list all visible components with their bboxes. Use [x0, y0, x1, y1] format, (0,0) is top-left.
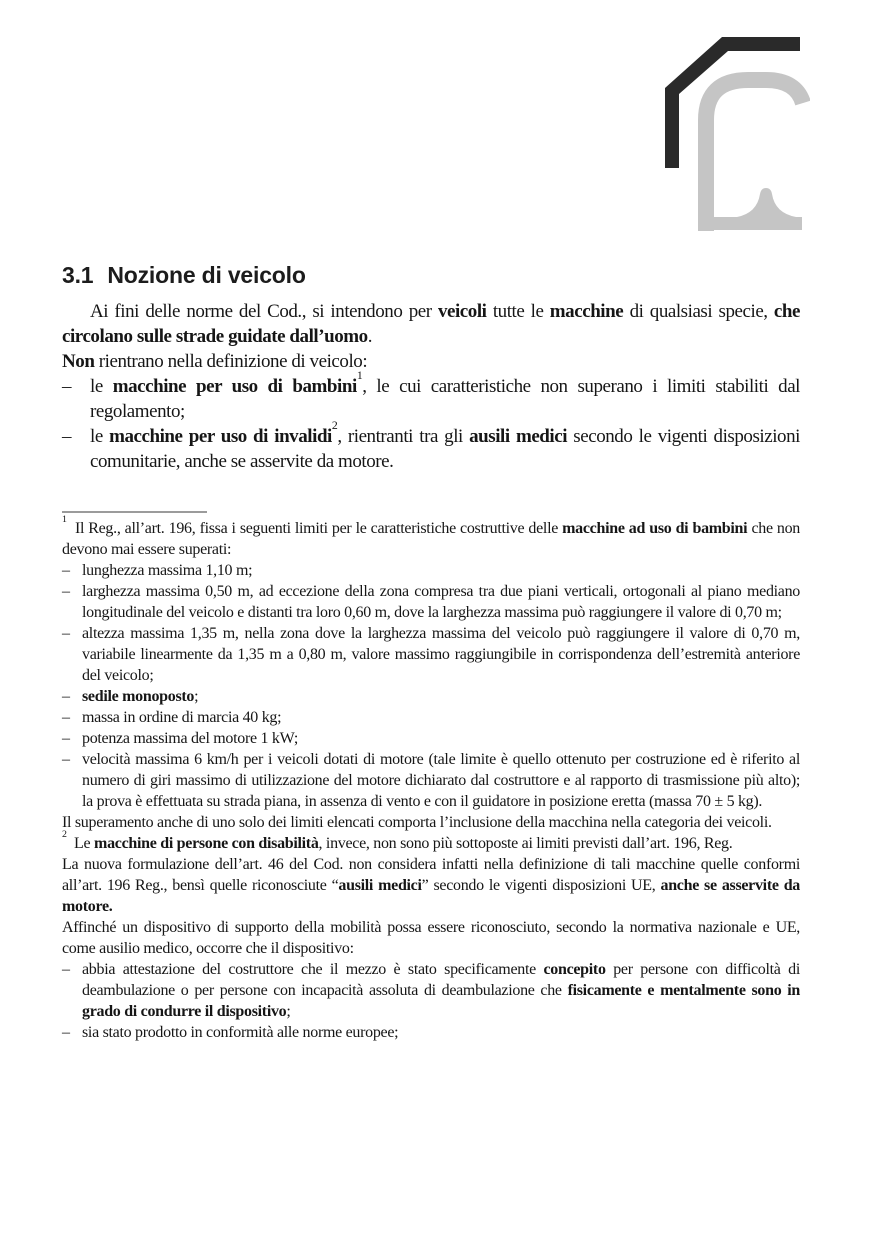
list-item	[62, 728, 800, 749]
list-item-text: altezza massima 1,35 m, nella zona dove la larghezza massima del veicolo può raggiungere il valore di 0,70 m, variabile linearmente da 1,35 m a 0,80 m, valore massimo raggiungibile in corrispondenza dell’estremità anteriore del veicolo;	[82, 625, 800, 684]
list-dash: –	[62, 709, 70, 726]
list-dash: –	[62, 751, 70, 768]
list-item	[62, 623, 800, 686]
list-item	[62, 581, 800, 623]
list-item	[62, 959, 800, 1022]
list-item-text: sia stato prodotto in conformità alle norme europee;	[82, 1024, 399, 1041]
list-item-text: velocità massima 6 km/h per i veicoli dotati di motore (tale limite è quello ottenuto per costruzione ed è riferito al numero di giri massimo di utilizzazione del motore dichiarato dal costruttore e al rapporto di trasmissione più alto); la prova è effettuata su strada piana, in assenza di vento e con il guidatore in posizione eretta (massa 70 ± 5 kg).	[82, 751, 800, 810]
list-dash: –	[62, 426, 72, 447]
list-dash: –	[62, 562, 70, 579]
list-item	[62, 560, 800, 581]
section-heading	[62, 261, 802, 289]
paragraph: $^2$ Le macchine di persone con disabilità, invece, non sono più sottoposte ai limiti previsti dall’art. 196, Reg.	[62, 829, 733, 852]
list-item-text: le macchine per uso di invalidi$^2$, rientranti tra gli ausili medici secondo le vigenti disposizioni comunitarie, anche se asservite da motore.	[90, 419, 800, 472]
superscript-marker: 1	[356, 369, 363, 383]
publisher-logo	[660, 32, 810, 237]
list-item-text: potenza massima del motore 1 kW;	[82, 730, 298, 747]
list-dash: –	[62, 730, 70, 747]
list-item-text: abbia attestazione del costruttore che il mezzo è stato specificamente concepito per persone con difficoltà di deambulazione o per persone con incapacità assoluta di deambulazione che fisicamente e mentalmente sono in grado di condurre il dispositivo;	[82, 961, 800, 1020]
list-dash: –	[62, 376, 72, 397]
section-number: 3.1	[62, 262, 94, 289]
paragraph: Non rientrano nella definizione di veicolo:	[62, 351, 368, 372]
paragraph: Il superamento anche di uno solo dei limiti elencati comporta l’inclusione della macchina nella categoria dei veicoli.	[62, 814, 772, 831]
list-item	[62, 419, 800, 474]
paragraph: La nuova formulazione dell’art. 46 del Cod. non considera infatti nella definizione di tali macchine quelle conformi all’art. 196 Reg., bensì quelle riconosciute “ausili medici” secondo le vigenti disposizioni UE, anche se asservite da motore.	[62, 856, 800, 915]
list-item-text: massa in ordine di marcia 40 kg;	[82, 709, 282, 726]
list-dash: –	[62, 625, 70, 642]
superscript-marker: 1	[62, 514, 67, 526]
footnotes	[62, 514, 800, 1043]
list-item-text: le macchine per uso di bambini$^1$, le cui caratteristiche non superano i limiti stabiliti dal regolamento;	[90, 369, 801, 422]
footnote-separator	[62, 511, 207, 513]
logo-roof-stroke-icon	[665, 37, 800, 168]
list-item	[62, 686, 800, 707]
list-item-text: sedile monoposto;	[82, 688, 199, 705]
body-text	[62, 299, 800, 474]
superscript-marker: 2	[331, 419, 338, 433]
list-dash: –	[62, 1024, 70, 1041]
paragraph: Affinché un dispositivo di supporto della mobilità possa essere riconosciuto, secondo la normativa nazionale e UE, come ausilio medico, occorre che il dispositivo:	[62, 919, 800, 957]
paragraph: $^1$ Il Reg., all’art. 196, fissa i seguenti limiti per le caratteristiche costruttive delle macchine ad uso di bambini che non devono mai essere superati:	[62, 514, 800, 558]
list-dash: –	[62, 688, 70, 705]
list-item	[62, 369, 801, 424]
list-item	[62, 1022, 800, 1043]
section-title: Nozione di veicolo	[107, 262, 306, 289]
paragraph: Ai fini delle norme del Cod., si intendono per veicoli tutte le macchine di qualsiasi specie, che circolano sulle strade guidate dall’uomo.	[62, 301, 801, 347]
list-item-text: lunghezza massima 1,10 m;	[82, 562, 253, 579]
list-dash: –	[62, 961, 70, 978]
superscript-marker: 2	[62, 829, 67, 841]
list-item	[62, 707, 800, 728]
list-item	[62, 749, 800, 812]
list-dash: –	[62, 583, 70, 600]
list-item-text: larghezza massima 0,50 m, ad eccezione della zona compresa tra due piani verticali, ortogonali al piano mediano longitudinale del veicolo e distanti tra loro 0,60 m, dove la larghezza massima può raggiungere il valore di 0,70 m;	[82, 583, 800, 621]
